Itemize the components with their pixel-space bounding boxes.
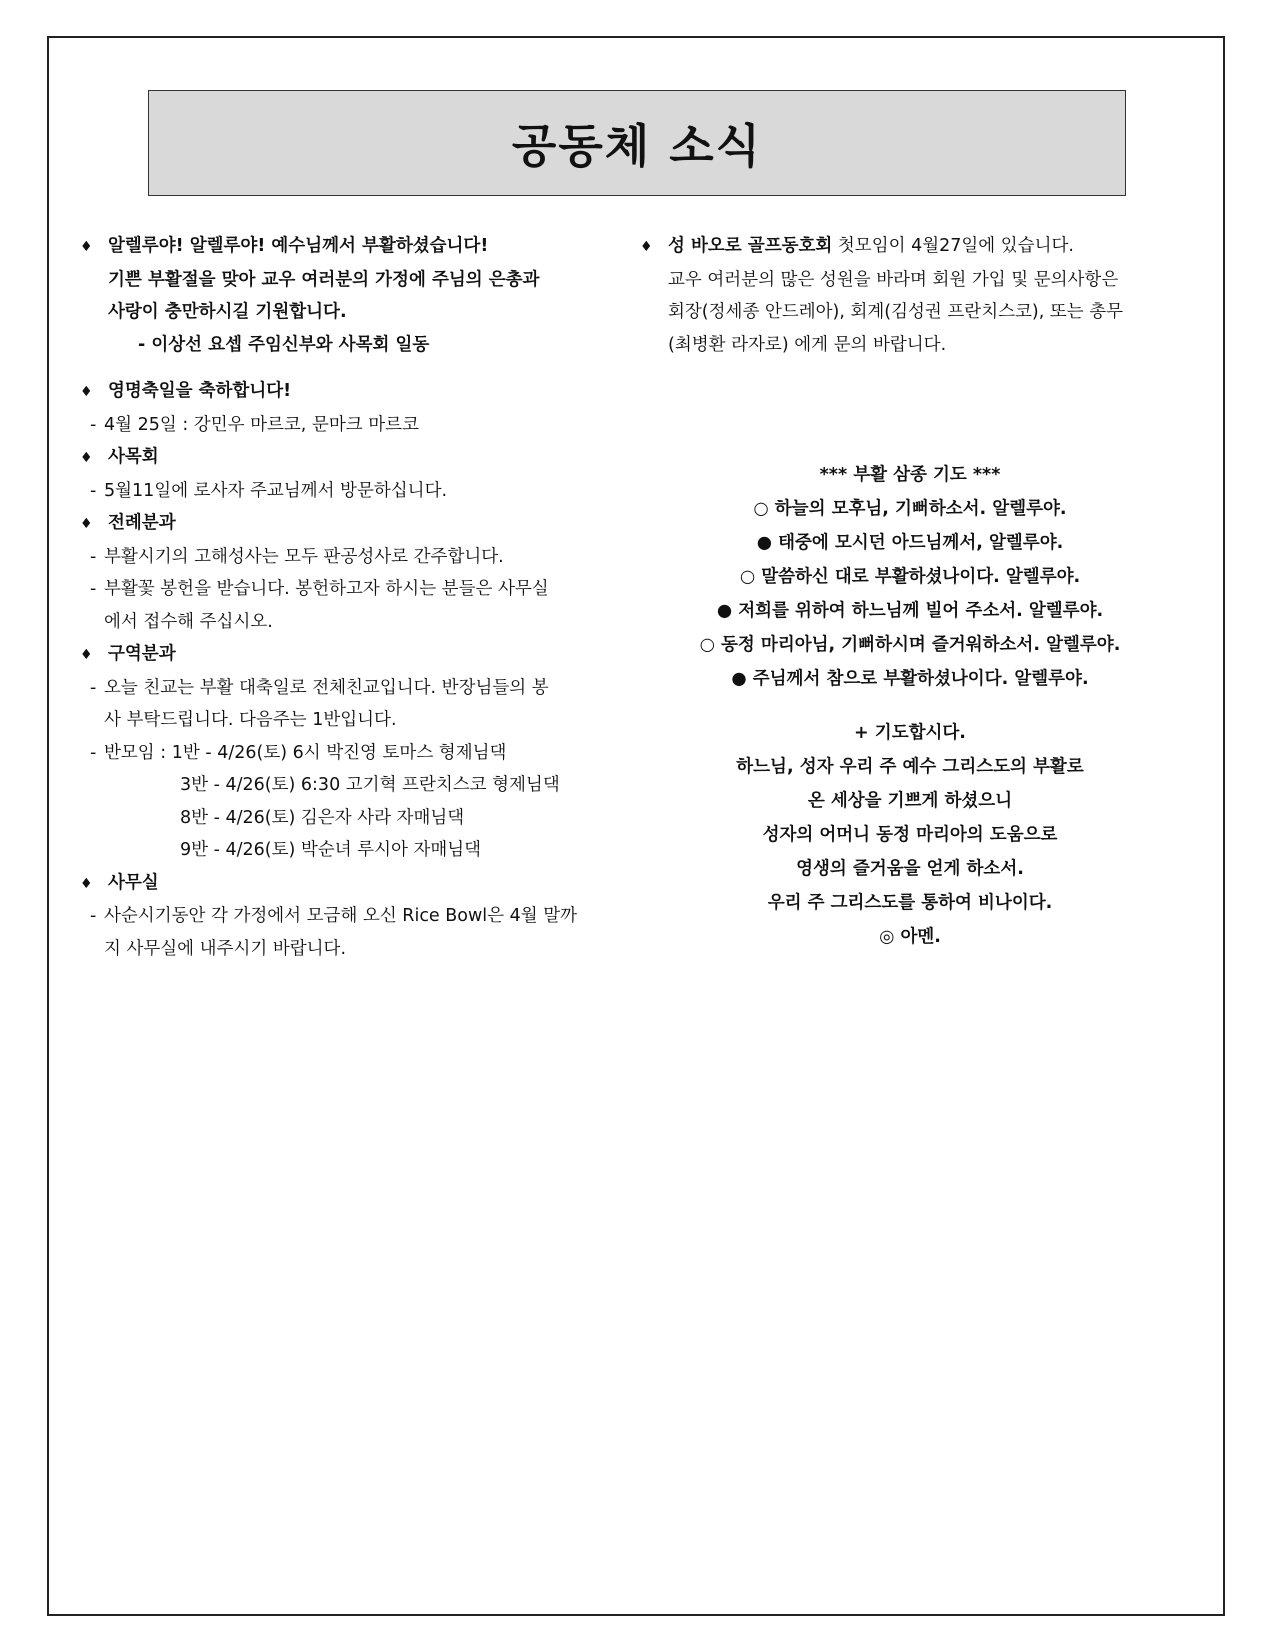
prayer-line: ● 태중에 모시던 아드님께서, 알렐루야.	[756, 533, 1064, 553]
list-item: - 오늘 친교는 부활 대축일로 전체친교입니다. 반장님들의 봉 사 부탁드립니다. 다음주는 1반입니다.	[90, 677, 549, 730]
easter-greeting-heading: ♦ 알렐루야! 알렐루야! 예수님께서 부활하셨습니다!	[80, 230, 620, 264]
closing-line: 영생의 즐거움을 얻게 하소서.	[796, 859, 1024, 879]
district-heading: ♦ 구역분과	[80, 638, 620, 672]
prayer-line: ○ 말씀하신 대로 부활하셨나이다. 알렐루야.	[739, 567, 1081, 587]
meeting-row: 8반 - 4/26(토) 김은자 사라 자매님댁	[180, 807, 465, 828]
left-column	[80, 230, 620, 965]
page-title: 공동체 소식	[511, 119, 763, 173]
closing-line: 우리 주 그리스도를 통하여 비나이다.	[767, 893, 1053, 913]
prayer-heading: *** 부활 삼종 기도 ***	[819, 465, 1001, 485]
feast-heading: ♦ 영명축일을 축하합니다!	[80, 375, 620, 409]
prayer-line: ● 주님께서 참으로 부활하셨나이다. 알렐루야.	[731, 669, 1089, 689]
closing-line: 하느님, 성자 우리 주 예수 그리스도의 부활로	[736, 757, 1084, 777]
golf-notice-line: 교우 여러분의 많은 성원을 바라며 회원 가입 및 문의사항은	[668, 269, 1119, 290]
golf-notice-line: 회장(정세종 안드레아), 회계(김성권 프란치스코), 또는 총무	[668, 302, 1124, 322]
easter-signature: - 이상선 요셉 주임신부와 사목회 일동	[138, 334, 430, 355]
diamond-icon: ♦	[640, 239, 653, 255]
title-banner	[148, 90, 1126, 196]
diamond-icon: ♦	[80, 647, 93, 663]
list-item: - 사순시기동안 각 가정에서 모금해 오신 Rice Bowl은 4월 말까 지 사무실에 내주시기 바랍니다.	[90, 906, 578, 959]
diamond-icon: ♦	[80, 875, 93, 892]
diamond-icon: ♦	[80, 450, 93, 466]
list-item: - 부활시기의 고해성사는 모두 판공성사로 간주합니다.	[90, 546, 504, 567]
office-heading: ♦ 사무실	[80, 867, 620, 901]
easter-greeting-line: 기쁜 부활절을 맞아 교우 여러분의 가정에 주님의 은총과	[108, 269, 540, 290]
diamond-icon: ♦	[80, 239, 93, 255]
liturgy-heading: ♦ 전례분과	[80, 507, 620, 541]
prayer-line: ● 저희를 위하여 하느님께 빌어 주소서. 알렐루야.	[716, 601, 1104, 621]
list-item: - 4월 25일 : 강민우 마르코, 문마크 마르코	[90, 414, 419, 435]
closing-heading: + 기도합시다.	[854, 723, 966, 743]
golf-notice-line: (최병환 라자로) 에게 문의 바랍니다.	[668, 334, 947, 355]
list-item: - 부활꽃 봉헌을 받습니다. 봉헌하고자 하시는 분들은 사무실 에서 접수해 주십시오.	[90, 579, 549, 632]
easter-greeting-line: 사랑이 충만하시길 기원합니다.	[108, 302, 347, 322]
list-item: - 5월11일에 로사자 주교님께서 방문하십니다.	[90, 480, 448, 501]
meeting-row: 9반 - 4/26(토) 박순녀 루시아 자매님댁	[180, 840, 482, 860]
prayer-line: ○ 동정 마리아님, 기뻐하시며 즐거워하소서. 알렐루야.	[699, 635, 1121, 655]
golf-club-name: 성 바오로 골프동호회	[668, 236, 833, 256]
golf-club-notice: ♦ 성 바오로 골프동호회 첫모임이 4월27일에 있습니다.	[640, 230, 1180, 264]
closing-line: 온 세상을 기쁘게 하셨으니	[807, 791, 1013, 811]
closing-line: 성자의 어머니 동정 마리아의 도움으로	[762, 825, 1058, 845]
list-item: - 반모임 : 1반 - 4/26(토) 6시 박진영 토마스 형제님댁	[90, 742, 507, 763]
right-column	[640, 230, 1180, 361]
council-heading: ♦ 사목회	[80, 441, 620, 475]
diamond-icon: ♦	[80, 384, 93, 400]
easter-prayer	[640, 458, 1180, 954]
diamond-icon: ♦	[80, 516, 93, 532]
meeting-row: 3반 - 4/26(토) 6:30 고기혁 프란치스코 형제님댁	[180, 775, 560, 795]
amen-line: ◎ 아멘.	[879, 927, 941, 947]
prayer-line: ○ 하늘의 모후님, 기뻐하소서. 알렐루야.	[753, 499, 1067, 519]
